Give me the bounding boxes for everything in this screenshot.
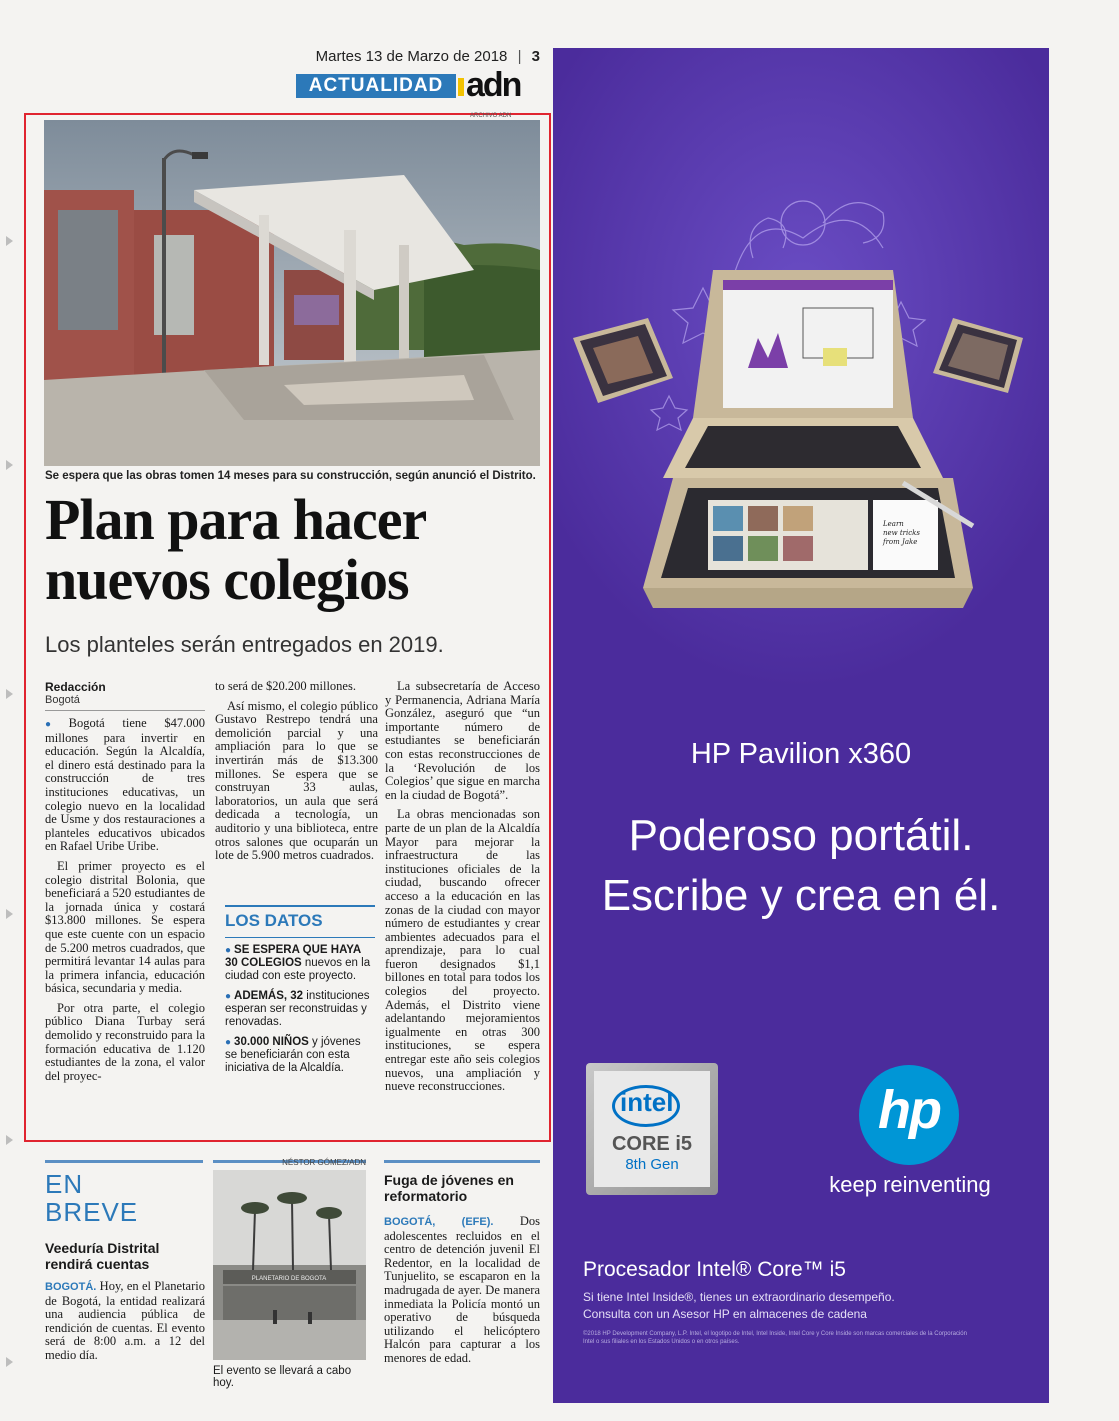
byline	[45, 680, 205, 711]
ad-tagline-line: Escribe y crea en él.	[601, 871, 1001, 920]
hp-slogan: keep reinventing	[829, 1172, 991, 1197]
breves-rule	[45, 1160, 203, 1163]
page-number: 3	[531, 48, 540, 65]
school-photo	[44, 120, 540, 466]
datos-item-bold: ADEMÁS, 32	[234, 990, 304, 1002]
article-paragraph: Bogotá tiene $47.000 millones para invertir en educación. Según la Alcaldía, el dinero está destinado para la construcción de tres instituciones educativas, un colegio nuevo en la localidad de Usme y dos restauraciones a planteles educativos ubicados en Rafael Uribe Uribe.	[45, 716, 205, 854]
article-column-3	[385, 680, 540, 1100]
article-paragraph: La subsecretaría de Acceso y Permanencia, Adriana María González, aseguró que “un importante número de estudiantes se beneficiarán con estas reconstrucciones de la ‘Revolución de los Colegios’ que sigue en marcha en la ciudad de Bogotá”.	[385, 679, 540, 802]
intel-core: CORE i5	[611, 1133, 693, 1155]
screen-note-line: from Jake	[883, 538, 918, 546]
laptop-tablet-mode	[643, 478, 973, 608]
photo-credit: ARCHIVO ADN	[470, 113, 512, 119]
datos-item	[225, 990, 375, 1029]
article-column-1	[45, 717, 205, 1089]
intel-badge	[586, 1063, 718, 1195]
bullet-icon: ●	[45, 719, 66, 730]
breve2-rule	[384, 1160, 540, 1163]
planetario-photo	[213, 1170, 366, 1360]
datos-item-text: y jóvenes se beneficiarán con esta iniciativa de la Alcaldía.	[225, 1036, 361, 1074]
ad-processor: Procesador Intel® Core™ i5	[583, 1258, 846, 1281]
datos-item-text: instituciones esperan ser reconstruidas y renovadas.	[225, 990, 370, 1028]
logo-accent	[458, 78, 464, 96]
hp-logo: hp	[878, 1080, 940, 1140]
breve-text: Hoy, en el Planetario de Bogotá, la entidad realizará una audiencia pública de rendición de cuentas. El evento será de 8:00 a.m. a 12 del medio día.	[45, 1279, 205, 1362]
breve-place: BOGOTÁ, (EFE).	[384, 1216, 494, 1228]
page-date-line: Martes 13 de Marzo de 2018 | 3	[315, 48, 540, 65]
breve-photo-credit: NÉSTOR GÓMEZ/ADN	[282, 1158, 366, 1167]
intel-logo: intel	[620, 1087, 674, 1117]
section-header	[296, 66, 540, 104]
margin-arrow	[6, 909, 13, 919]
ad-tagline-line: Poderoso portátil.	[628, 811, 974, 860]
hp-advertisement	[553, 48, 1049, 1403]
breve-title: Fuga de jóvenes en reformatorio	[384, 1172, 514, 1204]
screen-note-line: new tricks	[883, 529, 921, 537]
headline-line: nuevos colegios	[45, 547, 409, 612]
datos-item	[225, 1036, 375, 1075]
datos-item-text: nuevos en la ciudad con este proyecto.	[225, 957, 371, 982]
byline-city: Bogotá	[45, 694, 80, 706]
section-label: ACTUALIDAD	[296, 74, 456, 98]
margin-arrow	[6, 460, 13, 470]
article-paragraph: Así mismo, el colegio público Gustavo Restrepo tendrá una demolición parcial y una ampliación para lo que se invertirán más de $13.300 millones. Se espera que se construyan 33 aulas, laboratorios, un aula que será dedicada a tecnología, un auditorio y una biblioteca, entre otros salones que ocuparán un lote de 5.900 metros cuadrados.	[215, 698, 378, 863]
article-paragraph: Por otra parte, el colegio público Diana Turbay será demolido y reconstruido para la formación educativa de 1.120 estudiantes de la zona, el valor del proyec-	[45, 1000, 205, 1083]
ad-tagline	[553, 806, 1049, 926]
datos-item	[225, 944, 375, 983]
ad-legal-line: ©2018 HP Development Company, L.P. Intel, el logotipo de Intel, Intel Inside, Intel Core y Core Inside son marcas comerciales de la Corporación	[583, 1331, 967, 1337]
ad-fine-print: Consulta con un Asesor HP en almacenes de cadena	[583, 1307, 867, 1321]
bullet-icon: ●	[225, 991, 232, 1002]
byline-author: Redacción	[45, 680, 106, 694]
photo-caption: Se espera que las obras tomen 14 meses para su construcción, según anunció el Distrito.	[45, 470, 536, 482]
datos-item-bold: SE ESPERA QUE HAYA 30 COLEGIOS	[225, 944, 361, 969]
article-paragraph: El primer proyecto es el colegio distrital Bolonia, que beneficiará a 520 estudiantes de la jornada única y costará $13.800 millones. Se espera que este cuente con un espacio de 5.200 metros cuadrados, que permitirá levantar 14 aulas para la primera infancia, educación básica, secundaria y media.	[45, 858, 205, 996]
subheadline: Los planteles serán entregados en 2019.	[45, 632, 444, 657]
laptops-illustration	[553, 48, 1049, 688]
article-paragraph: to será de $20.200 millones.	[215, 679, 356, 693]
breves-section-line: BREVE	[45, 1197, 139, 1227]
ad-legal	[583, 1330, 1043, 1346]
breve-title: Veeduría Distrital rendirá cuentas	[45, 1240, 160, 1272]
planetario-sign: PLANETARIO DE BOGOTA	[251, 1276, 327, 1282]
breve-place: BOGOTÁ.	[45, 1281, 97, 1293]
adn-logo: adn	[466, 66, 521, 104]
article-paragraph: La obras mencionadas son parte de un plan de la Alcaldía Mayor para mejorar la infraestructura de las instituciones oficiales de la ciudad, buscando ofrecer acceso a la educación en las zonas de la ciudad con mayor número de estudiantes y crear ambientes adecuados para el aprendizaje, para lo cual fueron designados $1,1 billones en total para todos los colegios del proyecto. Además, el Distrito viene adelantando mejoramientos igualmente en otras 300 instituciones, se espera entregar este año seis colegios nuevos, una ampliación y nueve reconstrucciones.	[385, 807, 540, 1094]
intel-gen: 8th Gen	[625, 1156, 679, 1173]
bullet-icon: ●	[225, 1037, 232, 1048]
article-column-2	[215, 680, 378, 869]
datos-title: LOS DATOS	[225, 911, 323, 930]
breve-body	[384, 1215, 540, 1366]
margin-arrow	[6, 236, 13, 246]
margin-arrow	[6, 1135, 13, 1145]
margin-arrow	[6, 689, 13, 699]
ad-fine-print: Si tiene Intel Inside®, tienes un extraordinario desempeño.	[583, 1290, 895, 1304]
breves-section-title	[45, 1170, 138, 1226]
ad-legal-line: Intel o sus filiales en los Estados Unidos o en otros países.	[583, 1339, 740, 1345]
headline	[45, 487, 545, 612]
breves-section-line: EN	[45, 1169, 84, 1199]
datos-item-bold: 30.000 NIÑOS	[234, 1036, 309, 1048]
breve-body	[45, 1280, 205, 1363]
breve-photo-caption: El evento se llevará a cabo hoy.	[213, 1365, 352, 1389]
page-date: Martes 13 de Marzo de 2018	[315, 48, 508, 65]
ad-product-name: HP Pavilion x360	[690, 738, 912, 770]
bullet-icon: ●	[225, 945, 232, 956]
datos-box	[225, 905, 375, 1075]
headline-line: Plan para hacer	[45, 487, 427, 552]
breve-text: Dos adolescentes recluidos en el centro de detención juvenil El Redentor, en la localidad de Tunjuelito, se escaparon en la madrugada de ayer. De manera inmediata la Policía montó un operativo de búsqueda utilizando el helicóptero Halcón para capturar a los menores de edad.	[384, 1214, 540, 1365]
margin-arrow	[6, 1357, 13, 1367]
screen-note-line: Learn	[883, 520, 904, 528]
hp-logo-circle	[859, 1065, 959, 1165]
